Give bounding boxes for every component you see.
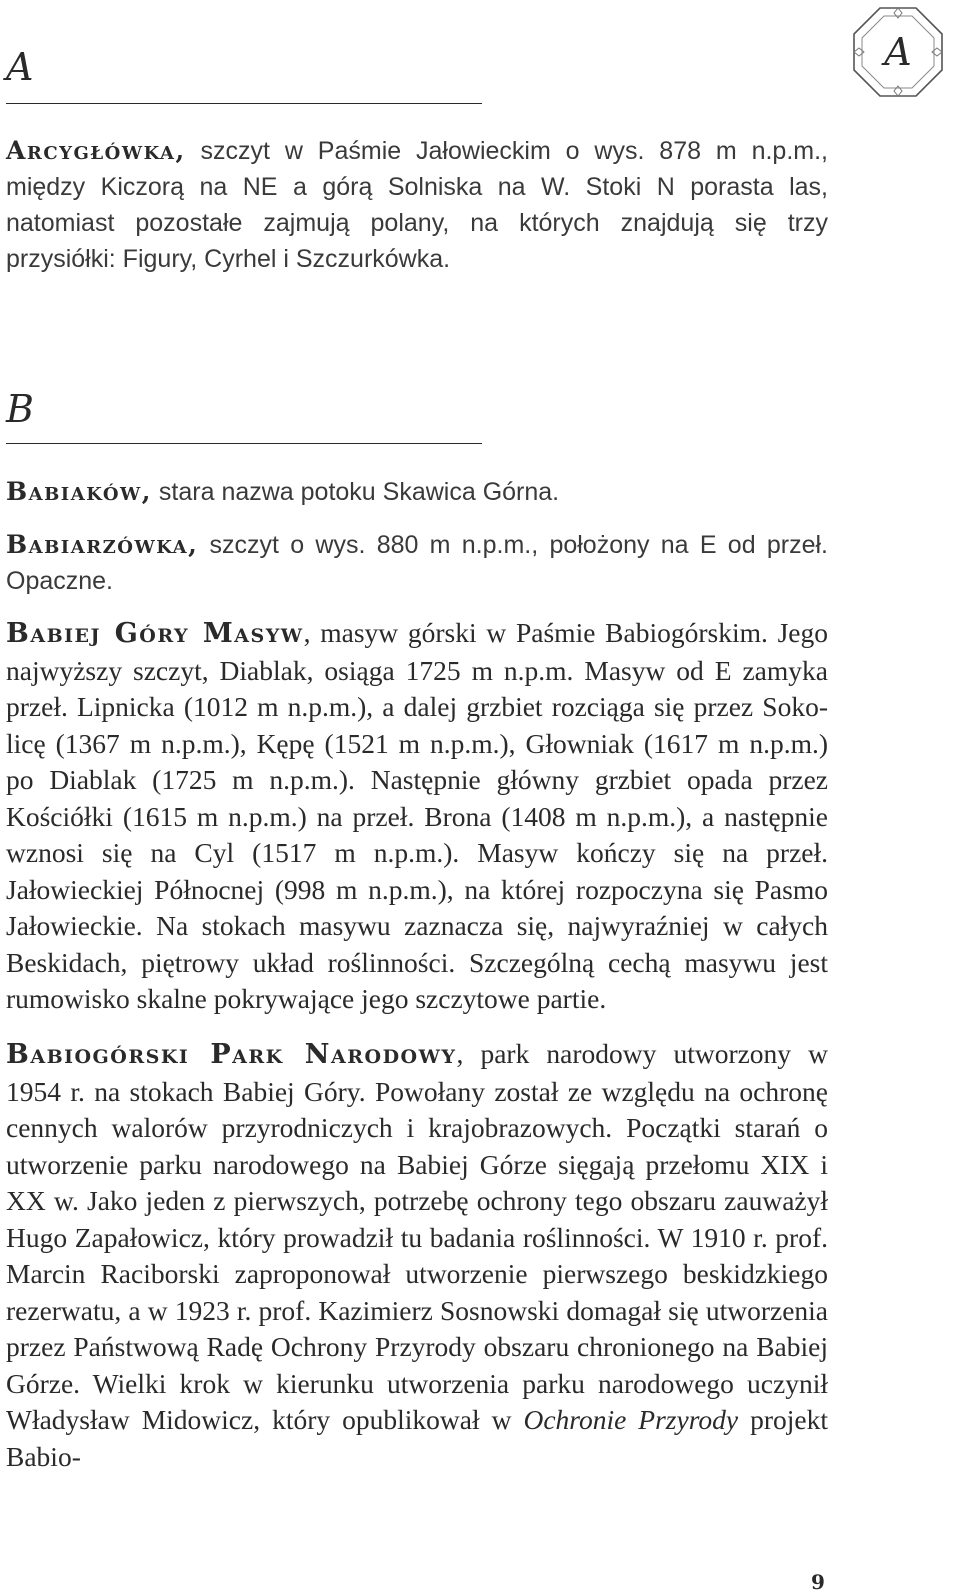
entry-term: Babiaków, [6, 477, 152, 506]
entry-text: , masyw górski w Paśmie Babiogórskim. Jego najwyższy szczyt, Diablak, osiąga 1725 m n.p.m. Masyw od E zamyka przeł. Lipnicka (1012 m n.p.m.), a dalej grzbiet rozciąga się przez Sokolicę (1367 m n.p.m.), Kępę (1521 m n.p.m.), Głowniak (1617 m n.p.m.) po Diablak (1725 m n.p.m.). Następnie główny grzbiet opada przez Kościółki (1615 m n.p.m.) na przeł. Brona (1408 m n.p.m.), a następnie wznosi się na Cyl (1517 m n.p.m.). Masyw kończy się na przeł. Jałowieckiej Północnej (998 m n.p.m.), na której rozpoczyna się Pasmo Jałowieckie. Na stokach masywu zaznacza się, najwyraźniej w całych Beskidach, piętrowy układ roślinności. Szczególną cechą masywu jest rumowisko skalne pokrywające jego szczytowe partie. [6, 617, 828, 1014]
entry-text: szczyt w Paśmie Jałowieckim o wys. 878 m n.p.m., między Kiczorą na NE a górą Solniska na W. Stoki N porasta las, natomiast pozostałe zajmują polany, na których znajdują się trzy przysiółki: Figury, Cyrhel i Szczurkówka. [6, 137, 828, 273]
entry-babiej-gory-masyw [6, 615, 828, 1018]
entry-text: szczyt o wys. 880 m n.p.m., położony na E od przeł. Opaczne. [6, 531, 828, 595]
section-letter-b: B [6, 387, 34, 431]
entry-text-end: projekt Babio- [6, 1404, 828, 1472]
entry-term: Babiej Góry Masyw [6, 618, 304, 649]
publication-title: Ochronie Przyrody [523, 1404, 739, 1435]
section-a-rule [6, 103, 482, 104]
entry-text: , park narodowy utworzony w 1954 r. na stokach Babiej Góry. Powołany został ze względu na ochronę cennych walorów przyrodniczych i krajobrazowych. Początki starań o utworzenie parku narodowego na Babiej Górze sięgają przełomu XIX i XX w. Jako jeden z pierwszych, potrzebę ochrony tego obszaru zauważył Hugo Zapałowicz, który prowadził tu badania roślinności. W 1910 r. prof. Marcin Raciborski zaproponował utworzenie pierwszego beskidzkiego rezerwatu, a w 1923 r. prof. Kazimierz Sosnowski domagał się utworzenia przez Państwową Radę Ochrony Przyrody obszaru chronionego na Babiej Górze. Wielki krok w kierunku utworzenia parku narodowego uczynił Władysław Midowicz, który opublikował w [6, 1038, 828, 1435]
entry-term: Arcygłówka, [6, 136, 186, 165]
section-letter-a: A [6, 45, 34, 89]
emblem-letter: A [884, 30, 912, 74]
entry-term: Babiarzówka, [6, 530, 199, 559]
entry-babiogorski-park-narodowy [6, 1036, 828, 1475]
entry-babiakow [6, 474, 828, 510]
section-b-rule [6, 443, 482, 444]
entry-babiarzowka [6, 527, 828, 599]
entry-text: stara nazwa potoku Skawica Górna. [151, 478, 560, 506]
page-number: 9 [811, 1570, 825, 1594]
entry-arcyglowka [6, 133, 828, 277]
section-emblem [850, 4, 946, 100]
entry-term: Babiogórski Park Narodowy [6, 1039, 457, 1070]
